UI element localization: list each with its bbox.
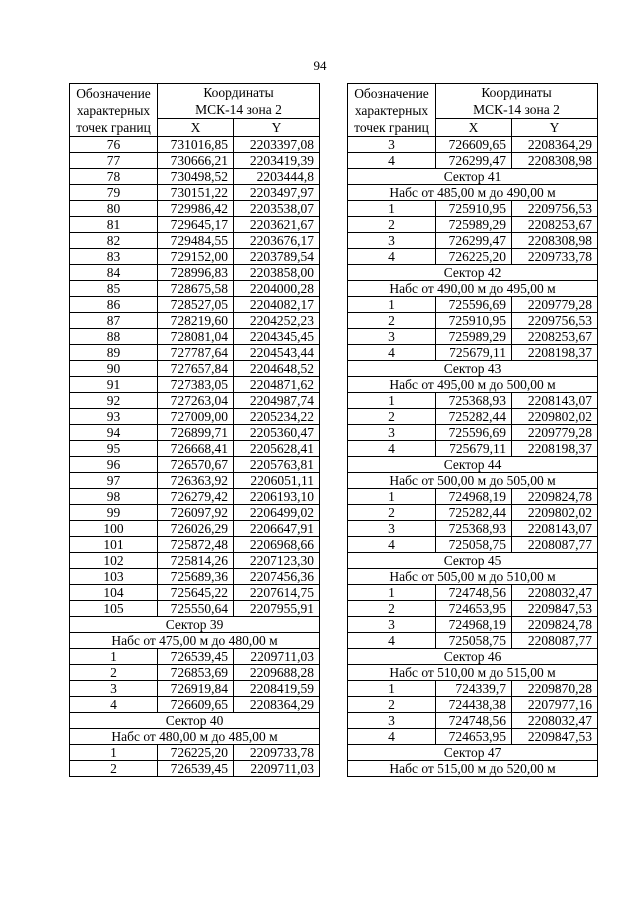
table-row bbox=[348, 201, 598, 217]
point-number: 4 bbox=[348, 729, 436, 745]
point-number: 103 bbox=[70, 569, 158, 585]
table-row bbox=[70, 281, 320, 297]
x-coordinate: 729152,00 bbox=[158, 249, 234, 265]
y-coordinate: 2205360,47 bbox=[234, 425, 320, 441]
table-row bbox=[70, 553, 320, 569]
point-number: 88 bbox=[70, 329, 158, 345]
table-row bbox=[348, 729, 598, 745]
sector-row bbox=[348, 281, 598, 297]
table-row bbox=[348, 297, 598, 313]
y-coordinate: 2205234,22 bbox=[234, 409, 320, 425]
x-coordinate: 730498,52 bbox=[158, 169, 234, 185]
y-coordinate: 2206193,10 bbox=[234, 489, 320, 505]
sector-row bbox=[70, 633, 320, 649]
x-coordinate: 725872,48 bbox=[158, 537, 234, 553]
y-coordinate: 2209711,03 bbox=[234, 649, 320, 665]
x-coordinate: 726570,67 bbox=[158, 457, 234, 473]
y-coordinate: 2208253,67 bbox=[512, 329, 598, 345]
y-coordinate: 2207456,36 bbox=[234, 569, 320, 585]
table-row bbox=[70, 169, 320, 185]
point-number: 87 bbox=[70, 313, 158, 329]
point-number: 93 bbox=[70, 409, 158, 425]
point-number: 92 bbox=[70, 393, 158, 409]
y-coordinate: 2209779,28 bbox=[512, 425, 598, 441]
y-coordinate: 2203397,08 bbox=[234, 137, 320, 153]
y-coordinate: 2209733,78 bbox=[512, 249, 598, 265]
y-coordinate: 2209711,03 bbox=[234, 761, 320, 777]
sector-row bbox=[348, 761, 598, 777]
table-row bbox=[70, 265, 320, 281]
x-coordinate: 726609,65 bbox=[158, 697, 234, 713]
point-number: 80 bbox=[70, 201, 158, 217]
point-number: 90 bbox=[70, 361, 158, 377]
table-row bbox=[348, 217, 598, 233]
sector-row bbox=[348, 473, 598, 489]
table-row bbox=[70, 329, 320, 345]
table-row bbox=[70, 697, 320, 713]
y-coordinate: 2208198,37 bbox=[512, 345, 598, 361]
table-row bbox=[348, 313, 598, 329]
point-number: 78 bbox=[70, 169, 158, 185]
y-coordinate: 2208364,29 bbox=[512, 137, 598, 153]
y-coordinate: 2204082,17 bbox=[234, 297, 320, 313]
y-coordinate: 2206499,02 bbox=[234, 505, 320, 521]
table-row bbox=[70, 473, 320, 489]
point-number: 105 bbox=[70, 601, 158, 617]
x-coordinate: 725368,93 bbox=[436, 521, 512, 537]
x-coordinate: 727263,04 bbox=[158, 393, 234, 409]
y-coordinate: 2203444,8 bbox=[234, 169, 320, 185]
y-coordinate: 2208419,59 bbox=[234, 681, 320, 697]
y-coordinate: 2203676,17 bbox=[234, 233, 320, 249]
table-row bbox=[70, 649, 320, 665]
point-number: 4 bbox=[348, 537, 436, 553]
point-number: 85 bbox=[70, 281, 158, 297]
x-header: X bbox=[436, 119, 512, 137]
table-row bbox=[70, 313, 320, 329]
point-number: 4 bbox=[348, 633, 436, 649]
table-row bbox=[70, 601, 320, 617]
point-number: 98 bbox=[70, 489, 158, 505]
y-coordinate: 2209688,28 bbox=[234, 665, 320, 681]
point-number: 81 bbox=[70, 217, 158, 233]
table-row bbox=[70, 665, 320, 681]
y-coordinate: 2204871,62 bbox=[234, 377, 320, 393]
table-row bbox=[70, 137, 320, 153]
table-row bbox=[348, 585, 598, 601]
table-row bbox=[70, 185, 320, 201]
coordinates-header: Координаты МСК-14 зона 2 bbox=[158, 84, 320, 119]
table-row bbox=[70, 377, 320, 393]
table-row bbox=[348, 249, 598, 265]
table-row bbox=[70, 393, 320, 409]
point-number: 3 bbox=[70, 681, 158, 697]
y-coordinate: 2209847,53 bbox=[512, 601, 598, 617]
sector-row bbox=[348, 361, 598, 377]
y-coordinate: 2204345,45 bbox=[234, 329, 320, 345]
point-number: 3 bbox=[348, 713, 436, 729]
x-coordinate: 730666,21 bbox=[158, 153, 234, 169]
table-row bbox=[70, 585, 320, 601]
y-coordinate: 2207977,16 bbox=[512, 697, 598, 713]
table-row bbox=[70, 761, 320, 777]
x-coordinate: 726363,92 bbox=[158, 473, 234, 489]
x-coordinate: 724653,95 bbox=[436, 729, 512, 745]
point-number: 97 bbox=[70, 473, 158, 489]
y-coordinate: 2209870,28 bbox=[512, 681, 598, 697]
y-coordinate: 2208032,47 bbox=[512, 585, 598, 601]
x-coordinate: 725596,69 bbox=[436, 297, 512, 313]
y-coordinate: 2203419,39 bbox=[234, 153, 320, 169]
sector-label: Набс от 515,00 м до 520,00 м bbox=[348, 761, 598, 777]
table-row bbox=[70, 457, 320, 473]
table-row bbox=[70, 217, 320, 233]
x-coordinate: 728081,04 bbox=[158, 329, 234, 345]
sector-row bbox=[348, 745, 598, 761]
point-number: 100 bbox=[70, 521, 158, 537]
y-coordinate: 2204987,74 bbox=[234, 393, 320, 409]
table-row bbox=[70, 569, 320, 585]
x-coordinate: 725910,95 bbox=[436, 313, 512, 329]
x-coordinate: 726668,41 bbox=[158, 441, 234, 457]
x-coordinate: 726299,47 bbox=[436, 233, 512, 249]
y-coordinate: 2205628,41 bbox=[234, 441, 320, 457]
table-row bbox=[70, 489, 320, 505]
point-number: 3 bbox=[348, 425, 436, 441]
point-number: 102 bbox=[70, 553, 158, 569]
sector-row bbox=[348, 569, 598, 585]
x-coordinate: 726899,71 bbox=[158, 425, 234, 441]
x-coordinate: 727787,64 bbox=[158, 345, 234, 361]
point-number: 84 bbox=[70, 265, 158, 281]
table-row bbox=[70, 441, 320, 457]
point-number: 2 bbox=[348, 505, 436, 521]
x-coordinate: 725058,75 bbox=[436, 537, 512, 553]
y-header: Y bbox=[234, 119, 320, 137]
table-row bbox=[348, 537, 598, 553]
point-number: 99 bbox=[70, 505, 158, 521]
x-coordinate: 725550,64 bbox=[158, 601, 234, 617]
sector-label: Сектор 41 bbox=[348, 169, 598, 185]
sector-row bbox=[70, 729, 320, 745]
x-coordinate: 727009,00 bbox=[158, 409, 234, 425]
sector-row bbox=[348, 265, 598, 281]
point-number: 76 bbox=[70, 137, 158, 153]
table-row bbox=[70, 505, 320, 521]
point-number: 4 bbox=[70, 697, 158, 713]
table-row bbox=[348, 345, 598, 361]
table-row bbox=[348, 329, 598, 345]
y-coordinate: 2208198,37 bbox=[512, 441, 598, 457]
y-coordinate: 2209802,02 bbox=[512, 409, 598, 425]
x-coordinate: 726919,84 bbox=[158, 681, 234, 697]
y-coordinate: 2203621,67 bbox=[234, 217, 320, 233]
point-number: 79 bbox=[70, 185, 158, 201]
y-coordinate: 2207123,30 bbox=[234, 553, 320, 569]
point-number: 4 bbox=[348, 441, 436, 457]
x-coordinate: 726026,29 bbox=[158, 521, 234, 537]
x-coordinate: 724968,19 bbox=[436, 489, 512, 505]
x-coordinate: 726097,92 bbox=[158, 505, 234, 521]
x-coordinate: 725679,11 bbox=[436, 441, 512, 457]
table-row bbox=[70, 681, 320, 697]
table-row bbox=[348, 393, 598, 409]
table-row bbox=[348, 505, 598, 521]
sector-row bbox=[348, 553, 598, 569]
point-number: 3 bbox=[348, 137, 436, 153]
x-header: X bbox=[158, 119, 234, 137]
x-coordinate: 727383,05 bbox=[158, 377, 234, 393]
sector-label: Сектор 44 bbox=[348, 457, 598, 473]
point-number: 3 bbox=[348, 521, 436, 537]
x-coordinate: 724968,19 bbox=[436, 617, 512, 633]
y-coordinate: 2203858,00 bbox=[234, 265, 320, 281]
sector-row bbox=[348, 457, 598, 473]
point-number: 2 bbox=[348, 217, 436, 233]
designation-header: Обозначение характерных точек границ bbox=[348, 84, 436, 137]
point-number: 95 bbox=[70, 441, 158, 457]
y-coordinate: 2208143,07 bbox=[512, 521, 598, 537]
coordinates-table-right bbox=[347, 83, 598, 777]
sector-label: Набс от 490,00 м до 495,00 м bbox=[348, 281, 598, 297]
point-number: 96 bbox=[70, 457, 158, 473]
point-number: 1 bbox=[348, 297, 436, 313]
x-coordinate: 726225,20 bbox=[158, 745, 234, 761]
y-coordinate: 2208364,29 bbox=[234, 697, 320, 713]
sector-row bbox=[348, 665, 598, 681]
x-coordinate: 729484,55 bbox=[158, 233, 234, 249]
point-number: 1 bbox=[70, 745, 158, 761]
x-coordinate: 724748,56 bbox=[436, 713, 512, 729]
sector-label: Сектор 46 bbox=[348, 649, 598, 665]
x-coordinate: 724748,56 bbox=[436, 585, 512, 601]
y-coordinate: 2209824,78 bbox=[512, 617, 598, 633]
sector-row bbox=[348, 185, 598, 201]
point-number: 4 bbox=[348, 153, 436, 169]
sector-label: Набс от 495,00 м до 500,00 м bbox=[348, 377, 598, 393]
table-row bbox=[70, 425, 320, 441]
table-row bbox=[70, 409, 320, 425]
sector-label: Сектор 47 bbox=[348, 745, 598, 761]
y-coordinate: 2209824,78 bbox=[512, 489, 598, 505]
designation-header: Обозначение характерных точек границ bbox=[70, 84, 158, 137]
x-coordinate: 725596,69 bbox=[436, 425, 512, 441]
y-coordinate: 2206647,91 bbox=[234, 521, 320, 537]
sector-row bbox=[348, 377, 598, 393]
x-coordinate: 726853,69 bbox=[158, 665, 234, 681]
x-coordinate: 725368,93 bbox=[436, 393, 512, 409]
y-coordinate: 2208308,98 bbox=[512, 153, 598, 169]
x-coordinate: 725645,22 bbox=[158, 585, 234, 601]
x-coordinate: 731016,85 bbox=[158, 137, 234, 153]
y-coordinate: 2205763,81 bbox=[234, 457, 320, 473]
point-number: 1 bbox=[348, 681, 436, 697]
point-number: 2 bbox=[70, 761, 158, 777]
table-row bbox=[70, 361, 320, 377]
x-coordinate: 725814,26 bbox=[158, 553, 234, 569]
y-coordinate: 2203538,07 bbox=[234, 201, 320, 217]
point-number: 101 bbox=[70, 537, 158, 553]
point-number: 4 bbox=[348, 345, 436, 361]
sector-label: Набс от 480,00 м до 485,00 м bbox=[70, 729, 320, 745]
y-coordinate: 2204648,52 bbox=[234, 361, 320, 377]
table-row bbox=[70, 153, 320, 169]
table-row bbox=[348, 601, 598, 617]
y-coordinate: 2209733,78 bbox=[234, 745, 320, 761]
sector-label: Сектор 45 bbox=[348, 553, 598, 569]
point-number: 89 bbox=[70, 345, 158, 361]
sector-label: Сектор 40 bbox=[70, 713, 320, 729]
point-number: 3 bbox=[348, 617, 436, 633]
point-number: 1 bbox=[348, 393, 436, 409]
table-row bbox=[348, 681, 598, 697]
y-coordinate: 2209779,28 bbox=[512, 297, 598, 313]
table-row bbox=[70, 249, 320, 265]
x-coordinate: 725689,36 bbox=[158, 569, 234, 585]
sector-label: Сектор 43 bbox=[348, 361, 598, 377]
sector-label: Набс от 475,00 м до 480,00 м bbox=[70, 633, 320, 649]
y-coordinate: 2203497,97 bbox=[234, 185, 320, 201]
y-coordinate: 2204252,23 bbox=[234, 313, 320, 329]
point-number: 2 bbox=[348, 601, 436, 617]
table-row bbox=[348, 425, 598, 441]
sector-label: Набс от 510,00 м до 515,00 м bbox=[348, 665, 598, 681]
point-number: 86 bbox=[70, 297, 158, 313]
x-coordinate: 726279,42 bbox=[158, 489, 234, 505]
x-coordinate: 724653,95 bbox=[436, 601, 512, 617]
point-number: 82 bbox=[70, 233, 158, 249]
x-coordinate: 725282,44 bbox=[436, 505, 512, 521]
x-coordinate: 726299,47 bbox=[436, 153, 512, 169]
table-row bbox=[348, 441, 598, 457]
point-number: 83 bbox=[70, 249, 158, 265]
sector-label: Набс от 500,00 м до 505,00 м bbox=[348, 473, 598, 489]
y-coordinate: 2208143,07 bbox=[512, 393, 598, 409]
x-coordinate: 725989,29 bbox=[436, 217, 512, 233]
y-coordinate: 2209847,53 bbox=[512, 729, 598, 745]
point-number: 2 bbox=[70, 665, 158, 681]
y-coordinate: 2203789,54 bbox=[234, 249, 320, 265]
x-coordinate: 724339,7 bbox=[436, 681, 512, 697]
table-row bbox=[348, 521, 598, 537]
sector-label: Сектор 42 bbox=[348, 265, 598, 281]
x-coordinate: 728219,60 bbox=[158, 313, 234, 329]
x-coordinate: 724438,38 bbox=[436, 697, 512, 713]
coordinates-table-left bbox=[69, 83, 320, 777]
sector-label: Набс от 505,00 м до 510,00 м bbox=[348, 569, 598, 585]
x-coordinate: 728527,05 bbox=[158, 297, 234, 313]
x-coordinate: 729986,42 bbox=[158, 201, 234, 217]
table-row bbox=[348, 713, 598, 729]
point-number: 94 bbox=[70, 425, 158, 441]
point-number: 2 bbox=[348, 697, 436, 713]
x-coordinate: 730151,22 bbox=[158, 185, 234, 201]
sector-label: Сектор 39 bbox=[70, 617, 320, 633]
point-number: 1 bbox=[348, 201, 436, 217]
coordinates-header: Координаты МСК-14 зона 2 bbox=[436, 84, 598, 119]
point-number: 2 bbox=[348, 409, 436, 425]
point-number: 1 bbox=[70, 649, 158, 665]
point-number: 104 bbox=[70, 585, 158, 601]
x-coordinate: 728675,58 bbox=[158, 281, 234, 297]
y-coordinate: 2208087,77 bbox=[512, 537, 598, 553]
point-number: 3 bbox=[348, 233, 436, 249]
y-coordinate: 2206968,66 bbox=[234, 537, 320, 553]
x-coordinate: 726225,20 bbox=[436, 249, 512, 265]
sector-row bbox=[348, 169, 598, 185]
table-row bbox=[348, 137, 598, 153]
page-number: 94 bbox=[313, 58, 327, 73]
x-coordinate: 729645,17 bbox=[158, 217, 234, 233]
sector-row bbox=[70, 617, 320, 633]
y-coordinate: 2207614,75 bbox=[234, 585, 320, 601]
table-row bbox=[348, 153, 598, 169]
y-coordinate: 2207955,91 bbox=[234, 601, 320, 617]
x-coordinate: 725058,75 bbox=[436, 633, 512, 649]
sector-row bbox=[70, 713, 320, 729]
x-coordinate: 725910,95 bbox=[436, 201, 512, 217]
table-row bbox=[70, 297, 320, 313]
point-number: 91 bbox=[70, 377, 158, 393]
y-coordinate: 2204543,44 bbox=[234, 345, 320, 361]
y-coordinate: 2209756,53 bbox=[512, 201, 598, 217]
y-coordinate: 2208253,67 bbox=[512, 217, 598, 233]
point-number: 3 bbox=[348, 329, 436, 345]
x-coordinate: 726609,65 bbox=[436, 137, 512, 153]
x-coordinate: 725679,11 bbox=[436, 345, 512, 361]
sector-row bbox=[348, 649, 598, 665]
y-coordinate: 2209756,53 bbox=[512, 313, 598, 329]
y-coordinate: 2206051,11 bbox=[234, 473, 320, 489]
y-header: Y bbox=[512, 119, 598, 137]
table-row bbox=[348, 633, 598, 649]
sector-label: Набс от 485,00 м до 490,00 м bbox=[348, 185, 598, 201]
y-coordinate: 2208032,47 bbox=[512, 713, 598, 729]
table-row bbox=[348, 233, 598, 249]
table-row bbox=[70, 537, 320, 553]
x-coordinate: 726539,45 bbox=[158, 761, 234, 777]
table-row bbox=[348, 489, 598, 505]
table-row bbox=[70, 201, 320, 217]
y-coordinate: 2204000,28 bbox=[234, 281, 320, 297]
point-number: 1 bbox=[348, 585, 436, 601]
point-number: 2 bbox=[348, 313, 436, 329]
table-row bbox=[70, 345, 320, 361]
y-coordinate: 2209802,02 bbox=[512, 505, 598, 521]
table-row bbox=[70, 745, 320, 761]
y-coordinate: 2208308,98 bbox=[512, 233, 598, 249]
table-row bbox=[70, 521, 320, 537]
x-coordinate: 728996,83 bbox=[158, 265, 234, 281]
table-row bbox=[348, 697, 598, 713]
x-coordinate: 727657,84 bbox=[158, 361, 234, 377]
table-row bbox=[348, 617, 598, 633]
table-row bbox=[348, 409, 598, 425]
table-row bbox=[70, 233, 320, 249]
point-number: 1 bbox=[348, 489, 436, 505]
y-coordinate: 2208087,77 bbox=[512, 633, 598, 649]
point-number: 4 bbox=[348, 249, 436, 265]
x-coordinate: 725282,44 bbox=[436, 409, 512, 425]
x-coordinate: 725989,29 bbox=[436, 329, 512, 345]
point-number: 77 bbox=[70, 153, 158, 169]
x-coordinate: 726539,45 bbox=[158, 649, 234, 665]
